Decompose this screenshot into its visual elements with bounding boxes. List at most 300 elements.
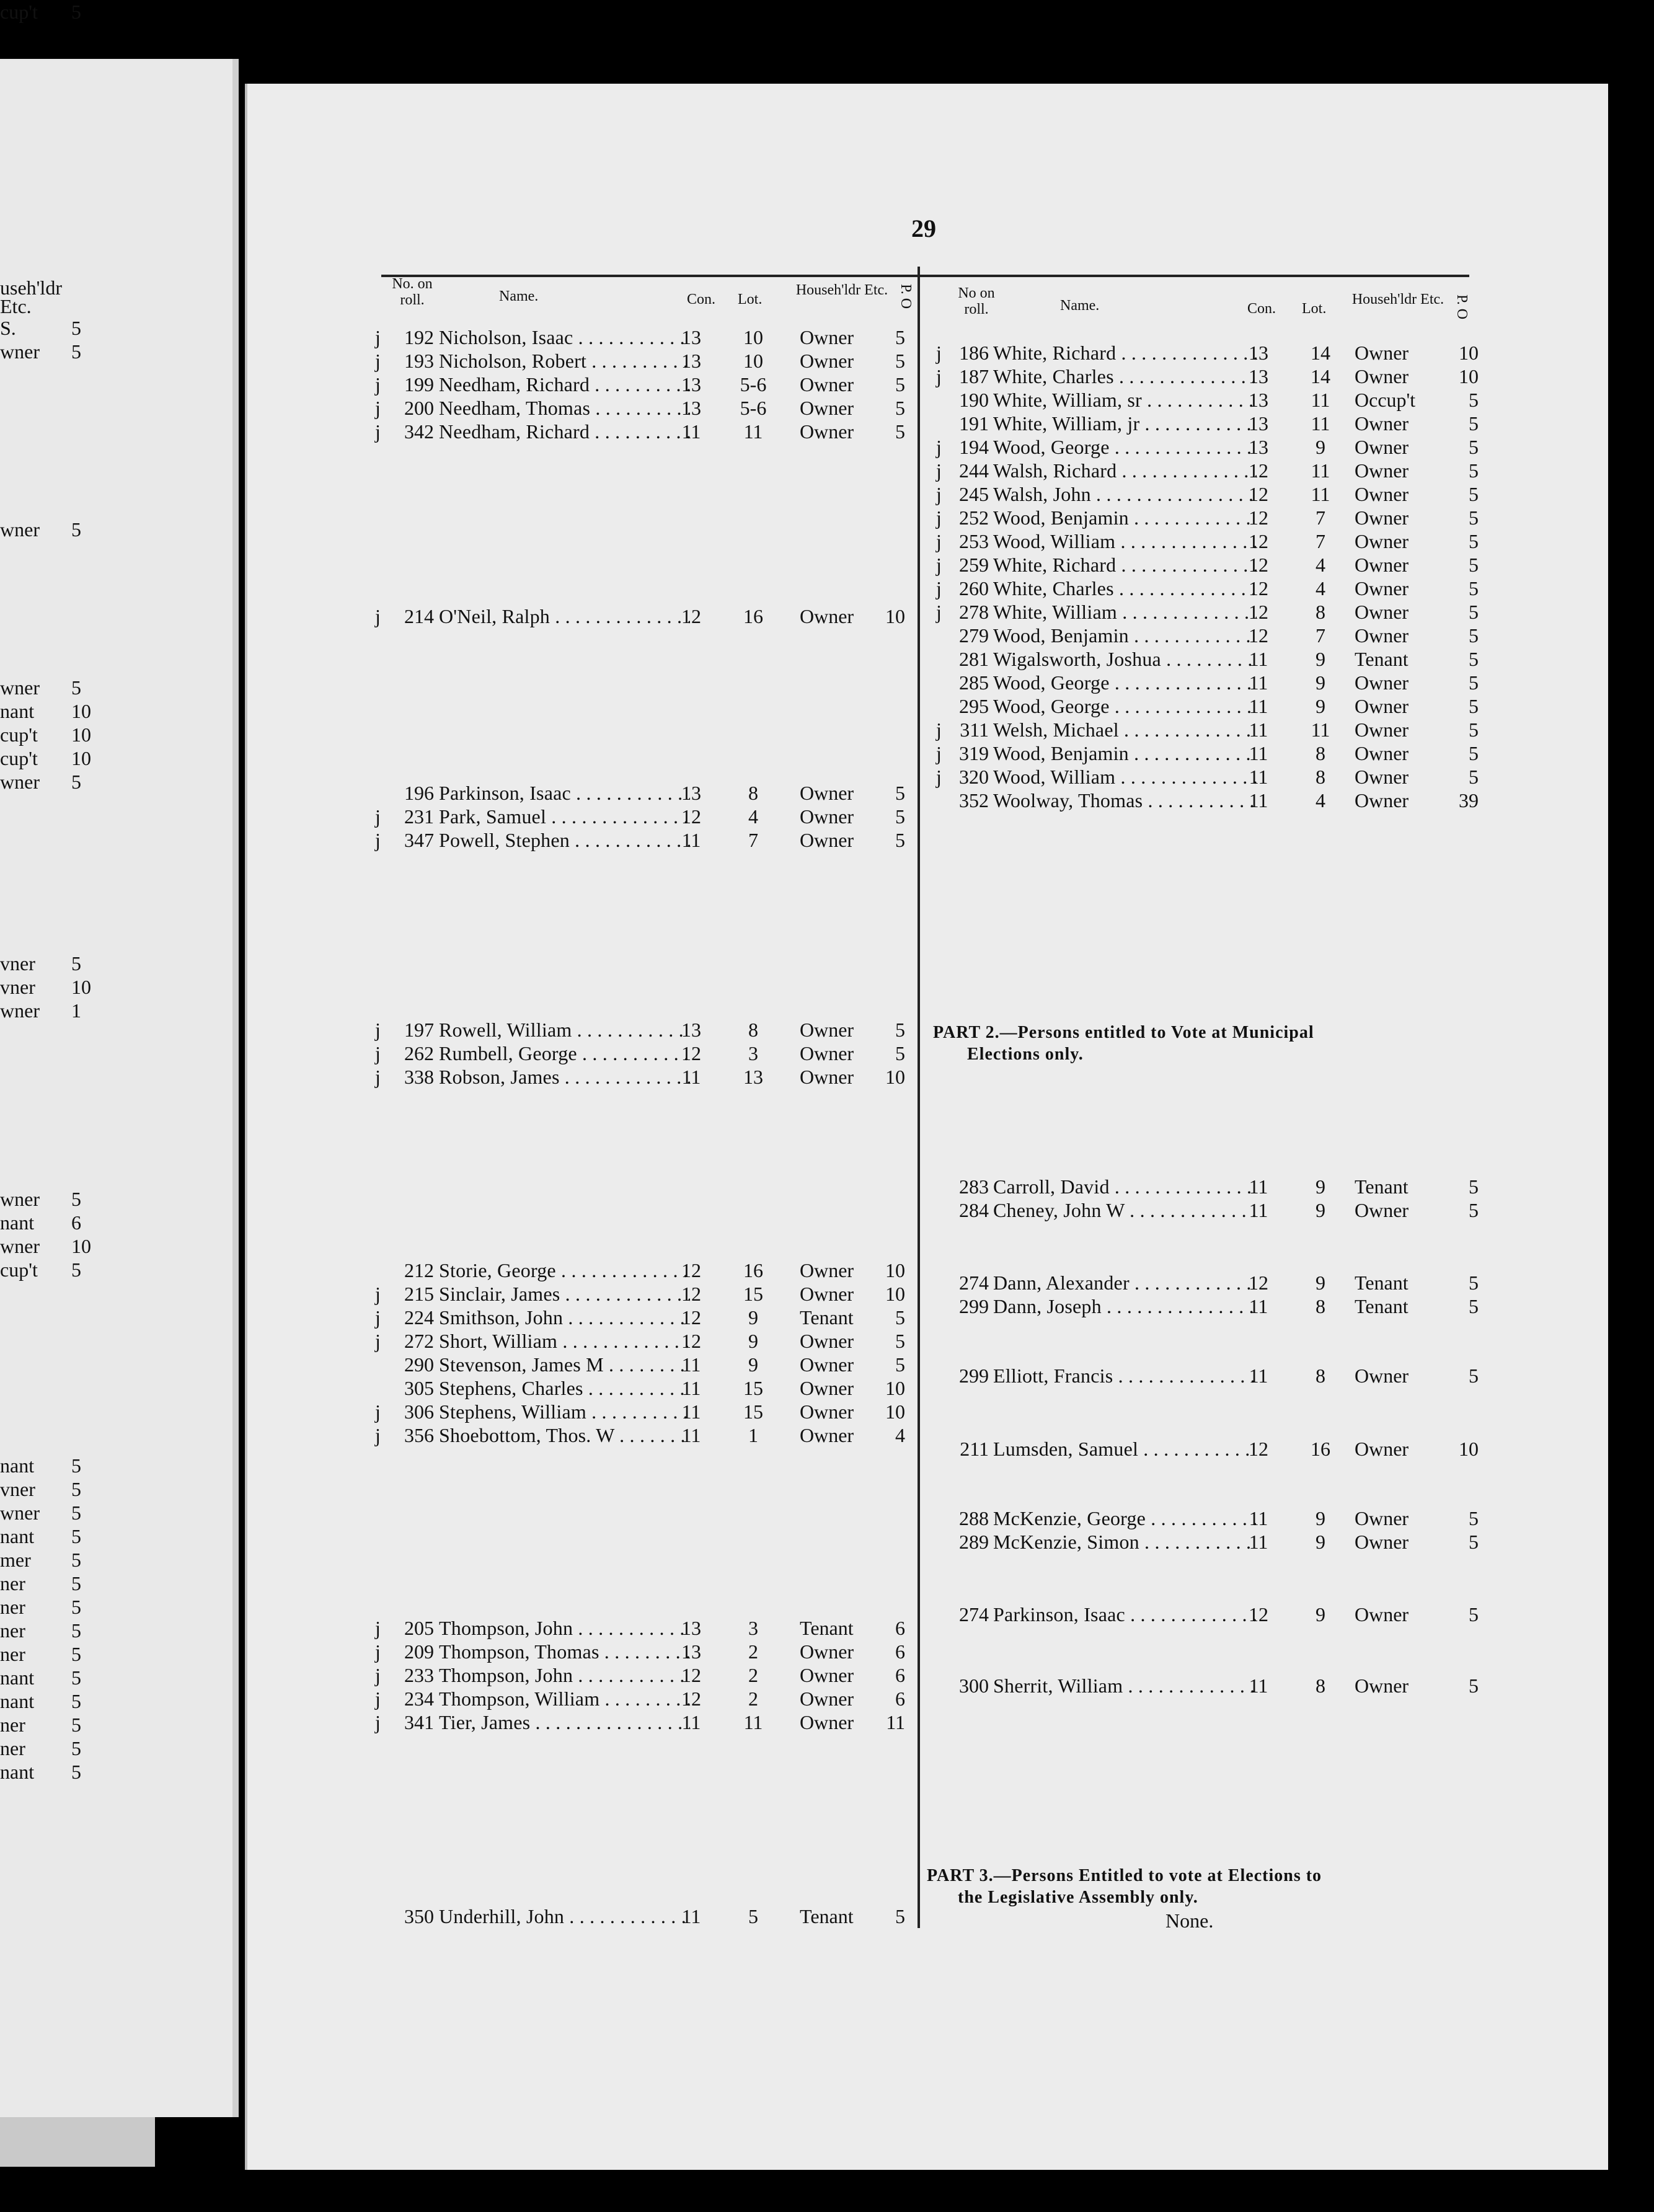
cell-lot: 3 xyxy=(748,1042,758,1064)
fragment-value: 5 xyxy=(71,317,81,339)
cell-name: Park, Samuel . . . xyxy=(439,805,690,828)
fragment-value: 5 xyxy=(71,518,81,541)
fragment-text: nant xyxy=(0,700,35,722)
fragment-text: cup't xyxy=(0,1259,38,1281)
cell-name: Parkinson, Isaac . . . xyxy=(993,1603,1257,1626)
cell-hh: Occup't xyxy=(1355,389,1416,411)
cell-no: 290 xyxy=(404,1353,434,1376)
fragment-value: 5 xyxy=(71,1,81,23)
cell-no: 191 xyxy=(959,412,989,435)
cell-lot: 7 xyxy=(1316,530,1325,552)
fragment-text: wner xyxy=(0,771,40,793)
cell-lot: 4 xyxy=(1316,554,1325,576)
cell-lot: 8 xyxy=(748,782,758,804)
fragment-value: 5 xyxy=(71,1666,81,1689)
cell-hh: Owner xyxy=(1355,1507,1409,1529)
header-household: Househ'ldr Etc. xyxy=(795,282,888,298)
fragment-value: 5 xyxy=(71,1259,81,1281)
cell-lot: 9 xyxy=(1316,671,1325,694)
cell-name: Smithson, John . . . xyxy=(439,1306,690,1329)
cell-no: 288 xyxy=(959,1507,989,1529)
cell-no: 306 xyxy=(404,1400,434,1423)
cell-j: j xyxy=(375,397,381,419)
cell-hh: Owner xyxy=(800,805,854,828)
cell-lot: 11 xyxy=(1311,389,1330,411)
fragment-text: ner xyxy=(0,1643,25,1665)
cell-name: Thompson, John . . . xyxy=(439,1616,690,1640)
cell-hh: Owner xyxy=(800,1377,854,1399)
cell-con: 12 xyxy=(681,1306,701,1329)
fragment-text: wner xyxy=(0,999,40,1022)
cell-name: Walsh, John . . . xyxy=(993,482,1257,506)
cell-name: White, William, jr . . . xyxy=(993,412,1257,435)
part2-heading: PART 2.—Persons entitled to Vote at Municipal xyxy=(933,1023,1314,1042)
cell-po: 5 xyxy=(1469,671,1479,694)
cell-name: Wood, William . . . xyxy=(993,529,1257,553)
cell-po: 5 xyxy=(895,420,905,443)
cell-con: 12 xyxy=(1249,507,1268,529)
cell-name: Storie, George . . . xyxy=(439,1259,690,1282)
cell-name: Wood, George . . . xyxy=(993,435,1257,459)
fragment-text: cup't xyxy=(0,723,38,746)
cell-po: 5 xyxy=(1469,1674,1479,1697)
cell-name: Tier, James . . . xyxy=(439,1710,690,1734)
cell-po: 39 xyxy=(1459,789,1479,812)
header-lot: Lot. xyxy=(738,291,763,307)
cell-con: 11 xyxy=(1249,742,1268,764)
cell-name: Underhill, John . . . xyxy=(439,1905,690,1928)
cell-no: 299 xyxy=(959,1365,989,1387)
cell-j: j xyxy=(936,459,942,482)
cell-con: 13 xyxy=(1249,342,1268,364)
cell-lot: 9 xyxy=(1316,1531,1325,1553)
fragment-value: 5 xyxy=(71,340,81,363)
cell-hh: Owner xyxy=(1355,507,1409,529)
cell-po: 5 xyxy=(1469,766,1479,788)
cell-no: 190 xyxy=(959,389,989,411)
fragment-value: 5 xyxy=(71,1761,81,1783)
cell-hh: Owner xyxy=(800,1019,854,1041)
cell-j: j xyxy=(375,1640,381,1663)
cell-con: 12 xyxy=(1249,601,1268,623)
cell-j: j xyxy=(936,483,942,505)
fragment-text: wner xyxy=(0,518,40,541)
cell-lot: 8 xyxy=(1316,601,1325,623)
cell-lot: 9 xyxy=(1316,1507,1325,1529)
cell-hh: Tenant xyxy=(800,1617,854,1639)
cell-po: 5 xyxy=(1469,554,1479,576)
cell-no: 193 xyxy=(404,350,434,372)
cell-no: 299 xyxy=(959,1295,989,1317)
cell-name: Wood, George . . . xyxy=(993,694,1257,718)
cell-name: Wood, George . . . xyxy=(993,671,1257,694)
cell-lot: 4 xyxy=(748,805,758,828)
cell-j: j xyxy=(936,766,942,788)
cell-j: j xyxy=(375,1617,381,1639)
cell-hh: Owner xyxy=(1355,459,1409,482)
fragment-text: wner xyxy=(0,340,40,363)
cell-no: 186 xyxy=(959,342,989,364)
cell-no: 244 xyxy=(959,459,989,482)
cell-name: White, Richard . . . xyxy=(993,553,1257,577)
cell-po: 5 xyxy=(1469,459,1479,482)
cell-hh: Owner xyxy=(800,373,854,396)
cell-lot: 15 xyxy=(743,1377,763,1399)
cell-po: 5 xyxy=(895,805,905,828)
fragment-value: 10 xyxy=(71,976,91,998)
cell-hh: Owner xyxy=(800,326,854,348)
fragment-text: ner xyxy=(0,1596,25,1618)
fragment-value: 5 xyxy=(71,1690,81,1712)
cell-con: 11 xyxy=(681,1905,701,1927)
cell-j: j xyxy=(375,1664,381,1686)
cell-no: 356 xyxy=(404,1424,434,1446)
cell-po: 5 xyxy=(1469,389,1479,411)
fragment-text: wner xyxy=(0,1235,40,1257)
fragment-text: mer xyxy=(0,1549,31,1571)
cell-con: 11 xyxy=(1249,766,1268,788)
cell-lot: 8 xyxy=(1316,1674,1325,1697)
cell-no: 274 xyxy=(959,1603,989,1626)
cell-lot: 15 xyxy=(743,1400,763,1423)
cell-name: Wood, Benjamin . . . xyxy=(993,741,1257,765)
fragment-value: 10 xyxy=(71,1235,91,1257)
cell-no: 352 xyxy=(959,789,989,812)
cell-j: j xyxy=(375,1283,381,1305)
cell-j: j xyxy=(936,530,942,552)
cell-name: White, Charles . . . xyxy=(993,577,1257,600)
cell-po: 5 xyxy=(1469,507,1479,529)
cell-no: 197 xyxy=(404,1019,434,1041)
cell-no: 295 xyxy=(959,695,989,717)
cell-con: 13 xyxy=(681,326,701,348)
fragment-text: nant xyxy=(0,1525,35,1547)
cell-lot: 5-6 xyxy=(740,373,767,396)
cell-lot: 9 xyxy=(1316,1272,1325,1294)
cell-lot: 4 xyxy=(1316,577,1325,599)
cell-no: 233 xyxy=(404,1664,434,1686)
cell-hh: Owner xyxy=(800,350,854,372)
fragment-value: 6 xyxy=(71,1211,81,1234)
column-divider xyxy=(918,267,920,1928)
cell-lot: 16 xyxy=(743,1259,763,1281)
fragment-text: wner xyxy=(0,1502,40,1524)
cell-po: 5 xyxy=(1469,601,1479,623)
cell-lot: 15 xyxy=(743,1283,763,1305)
cell-lot: 2 xyxy=(748,1688,758,1710)
cell-con: 12 xyxy=(681,1688,701,1710)
cell-lot: 2 xyxy=(748,1664,758,1686)
part3-none: None. xyxy=(1165,1909,1214,1932)
cell-j: j xyxy=(936,577,942,599)
cell-po: 5 xyxy=(1469,436,1479,458)
cell-po: 10 xyxy=(1459,342,1479,364)
cell-po: 5 xyxy=(1469,624,1479,647)
fragment-text: nant xyxy=(0,1211,35,1234)
cell-name: Welsh, Michael . . . xyxy=(993,718,1257,741)
cell-j: j xyxy=(375,829,381,851)
cell-lot: 11 xyxy=(1311,459,1330,482)
cell-con: 12 xyxy=(1249,577,1268,599)
cell-po: 6 xyxy=(895,1617,905,1639)
cell-no: 234 xyxy=(404,1688,434,1710)
cell-con: 12 xyxy=(681,805,701,828)
cell-name: Lumsden, Samuel . . . xyxy=(993,1437,1257,1461)
cell-lot: 8 xyxy=(1316,1295,1325,1317)
cell-lot: 4 xyxy=(1316,789,1325,812)
cell-hh: Tenant xyxy=(800,1905,854,1927)
cell-po: 5 xyxy=(895,373,905,396)
cell-hh: Owner xyxy=(800,782,854,804)
cell-po: 10 xyxy=(885,1066,905,1088)
cell-po: 5 xyxy=(1469,1365,1479,1387)
cell-hh: Owner xyxy=(1355,742,1409,764)
cell-name: Powell, Stephen . . . xyxy=(439,828,690,852)
header-name: Name. xyxy=(499,288,539,304)
cell-no: 211 xyxy=(960,1438,989,1460)
cell-po: 5 xyxy=(895,326,905,348)
cell-j: j xyxy=(375,420,381,443)
fragment-text: ner xyxy=(0,1737,25,1759)
cell-lot: 16 xyxy=(743,605,763,627)
fragment-value: 5 xyxy=(71,1525,81,1547)
cell-hh: Owner xyxy=(800,1711,854,1733)
cell-con: 12 xyxy=(1249,1438,1268,1460)
cell-no: 209 xyxy=(404,1640,434,1663)
cell-lot: 14 xyxy=(1311,342,1330,364)
cell-con: 12 xyxy=(1249,1603,1268,1626)
cell-lot: 11 xyxy=(743,1711,763,1733)
cell-name: Needham, Thomas . . . xyxy=(439,396,690,420)
cell-hh: Owner xyxy=(1355,766,1409,788)
cell-no: 259 xyxy=(959,554,989,576)
cell-po: 5 xyxy=(1469,742,1479,764)
fragment-value: 5 xyxy=(71,1549,81,1571)
cell-con: 12 xyxy=(1249,554,1268,576)
cell-con: 12 xyxy=(1249,483,1268,505)
cell-hh: Owner xyxy=(1355,695,1409,717)
fragment-value: 10 xyxy=(71,700,91,722)
cell-hh: Owner xyxy=(800,1353,854,1376)
cell-no: 289 xyxy=(959,1531,989,1553)
header-rule xyxy=(381,275,1469,277)
cell-hh: Tenant xyxy=(1355,1272,1409,1294)
cell-hh: Owner xyxy=(800,1640,854,1663)
cell-no: 272 xyxy=(404,1330,434,1352)
cell-name: Needham, Richard . . . xyxy=(439,420,690,443)
cell-no: 274 xyxy=(959,1272,989,1294)
cell-name: Shoebottom, Thos. W . . . xyxy=(439,1423,690,1447)
cell-con: 11 xyxy=(1249,1507,1268,1529)
cell-hh: Owner xyxy=(1355,1438,1409,1460)
cell-hh: Owner xyxy=(1355,601,1409,623)
cell-con: 11 xyxy=(1249,719,1268,741)
cell-no: 212 xyxy=(404,1259,434,1281)
cell-con: 12 xyxy=(1249,530,1268,552)
cell-con: 11 xyxy=(1249,1175,1268,1198)
fragment-text: vner xyxy=(0,1478,35,1500)
fragment-value: 5 xyxy=(71,1572,81,1595)
cell-con: 12 xyxy=(1249,1272,1268,1294)
cell-j: j xyxy=(936,554,942,576)
cell-j: j xyxy=(375,1711,381,1733)
cell-name: Wood, Benjamin . . . xyxy=(993,506,1257,529)
cell-hh: Owner xyxy=(1355,483,1409,505)
cell-name: White, William . . . xyxy=(993,600,1257,624)
cell-po: 4 xyxy=(895,1424,905,1446)
cell-po: 5 xyxy=(895,1330,905,1352)
cell-po: 5 xyxy=(895,782,905,804)
cell-po: 5 xyxy=(895,829,905,851)
cell-po: 5 xyxy=(895,1306,905,1329)
cell-con: 13 xyxy=(681,1617,701,1639)
fragment-value: 5 xyxy=(71,1714,81,1736)
cell-name: White, William, sr . . . xyxy=(993,388,1257,412)
cell-hh: Owner xyxy=(800,1259,854,1281)
cell-hh: Owner xyxy=(1355,436,1409,458)
cell-lot: 11 xyxy=(1311,719,1330,741)
cell-con: 12 xyxy=(681,1664,701,1686)
left-page-edge xyxy=(0,59,239,2117)
cell-hh: Owner xyxy=(800,1066,854,1088)
cell-name: Rowell, William . . . xyxy=(439,1018,690,1042)
fragment-text: ner xyxy=(0,1619,25,1642)
cell-no: 194 xyxy=(959,436,989,458)
cell-hh: Owner xyxy=(1355,719,1409,741)
cell-j: j xyxy=(375,805,381,828)
cell-j: j xyxy=(936,507,942,529)
cell-hh: Tenant xyxy=(1355,1175,1409,1198)
cell-lot: 1 xyxy=(748,1424,758,1446)
cell-no: 342 xyxy=(404,420,434,443)
cell-lot: 13 xyxy=(743,1066,763,1088)
cell-j: j xyxy=(375,1066,381,1088)
cell-j: j xyxy=(936,365,942,387)
cell-po: 5 xyxy=(895,1019,905,1041)
cell-j: j xyxy=(375,326,381,348)
part3-heading-cont: the Legislative Assembly only. xyxy=(958,1888,1198,1907)
cell-no: 231 xyxy=(404,805,434,828)
cell-con: 13 xyxy=(1249,436,1268,458)
cell-con: 11 xyxy=(681,829,701,851)
cell-j: j xyxy=(936,436,942,458)
cell-j: j xyxy=(936,742,942,764)
cell-no: 252 xyxy=(959,507,989,529)
cell-name: White, Charles . . . xyxy=(993,365,1257,388)
cell-po: 5 xyxy=(895,1353,905,1376)
cell-po: 5 xyxy=(1469,1199,1479,1221)
cell-no: 278 xyxy=(959,601,989,623)
cell-po: 5 xyxy=(1469,695,1479,717)
cell-no: 341 xyxy=(404,1711,434,1733)
cell-lot: 5 xyxy=(748,1905,758,1927)
cell-hh: Owner xyxy=(1355,365,1409,387)
cell-con: 11 xyxy=(681,1424,701,1446)
cell-lot: 7 xyxy=(1316,624,1325,647)
cell-con: 12 xyxy=(681,1330,701,1352)
cell-hh: Tenant xyxy=(1355,648,1409,670)
cell-name: Nicholson, Robert . . . xyxy=(439,349,690,373)
cell-lot: 16 xyxy=(1311,1438,1330,1460)
cell-lot: 2 xyxy=(748,1640,758,1663)
cell-con: 12 xyxy=(681,605,701,627)
cell-name: Wigalsworth, Joshua . . . xyxy=(993,647,1257,671)
cell-con: 13 xyxy=(1249,412,1268,435)
cell-no: 187 xyxy=(959,365,989,387)
cell-con: 11 xyxy=(681,1353,701,1376)
cell-po: 10 xyxy=(885,605,905,627)
fragment-text: vner xyxy=(0,952,35,975)
cell-j: j xyxy=(936,719,942,741)
cell-con: 11 xyxy=(681,1066,701,1088)
cell-no: 320 xyxy=(959,766,989,788)
cell-name: Woolway, Thomas . . . xyxy=(993,789,1257,812)
fragment-value: 10 xyxy=(71,747,91,769)
cell-po: 10 xyxy=(885,1283,905,1305)
cell-no: 285 xyxy=(959,671,989,694)
cell-con: 11 xyxy=(1249,1674,1268,1697)
header-lot-right: Lot. xyxy=(1302,301,1327,317)
fragment-text: nant xyxy=(0,1690,35,1712)
cell-no: 196 xyxy=(404,782,434,804)
cell-j: j xyxy=(375,1019,381,1041)
cell-name: Rumbell, George . . . xyxy=(439,1042,690,1065)
cell-hh: Owner xyxy=(1355,1674,1409,1697)
cell-no: 300 xyxy=(959,1674,989,1697)
cell-con: 11 xyxy=(681,1377,701,1399)
cell-name: Needham, Richard . . . xyxy=(439,373,690,396)
header-con: Con. xyxy=(687,291,716,307)
cell-hh: Owner xyxy=(800,1688,854,1710)
cell-po: 5 xyxy=(895,1905,905,1927)
cell-po: 5 xyxy=(1469,1272,1479,1294)
cell-lot: 11 xyxy=(743,420,763,443)
cell-j: j xyxy=(936,601,942,623)
cell-name: White, Richard . . . xyxy=(993,341,1257,365)
fragment-text: wner xyxy=(0,1188,40,1210)
cell-po: 10 xyxy=(885,1377,905,1399)
cell-no: 215 xyxy=(404,1283,434,1305)
cell-no: 262 xyxy=(404,1042,434,1064)
cell-name: Dann, Alexander . . . xyxy=(993,1271,1257,1294)
cell-lot: 11 xyxy=(1311,483,1330,505)
cell-lot: 7 xyxy=(1316,507,1325,529)
fragment-value: 5 xyxy=(71,1502,81,1524)
cell-no: 199 xyxy=(404,373,434,396)
cell-hh: Owner xyxy=(1355,1365,1409,1387)
cell-no: 284 xyxy=(959,1199,989,1221)
cell-hh: Owner xyxy=(1355,1199,1409,1221)
fragment-text: S. xyxy=(0,317,16,339)
cell-po: 5 xyxy=(1469,1175,1479,1198)
cell-con: 12 xyxy=(681,1259,701,1281)
cell-po: 5 xyxy=(1469,483,1479,505)
cell-hh: Tenant xyxy=(800,1306,854,1329)
header-con-right: Con. xyxy=(1247,301,1276,317)
cell-po: 10 xyxy=(885,1400,905,1423)
header-household-right: Househ'ldr Etc. xyxy=(1351,291,1444,307)
cell-hh: Owner xyxy=(1355,1531,1409,1553)
cell-hh: Owner xyxy=(800,1664,854,1686)
cell-hh: Owner xyxy=(800,829,854,851)
cell-lot: 3 xyxy=(748,1617,758,1639)
cell-po: 5 xyxy=(1469,530,1479,552)
fragment-text: cup't xyxy=(0,747,38,769)
cell-j: j xyxy=(375,350,381,372)
fragment-text: vner xyxy=(0,976,35,998)
fragment-value: 5 xyxy=(71,1454,81,1477)
cell-con: 13 xyxy=(681,373,701,396)
